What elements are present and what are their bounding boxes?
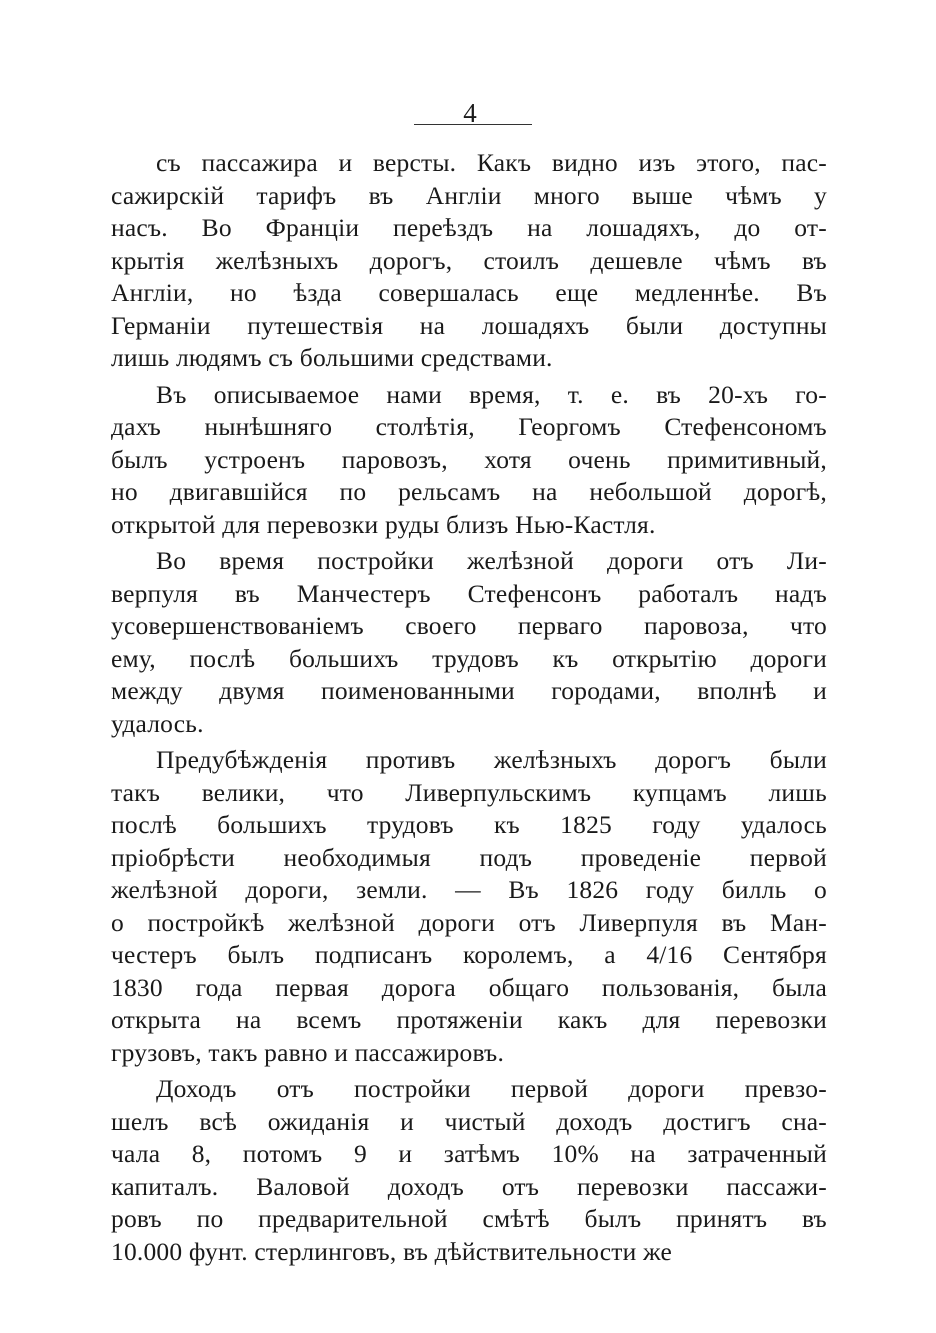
text-line: между двумя поименованными городами, вполнѣ и	[111, 676, 827, 705]
text-line: крытія желѣзныхъ дорогъ, стоилъ дешевле чѣмъ въ	[111, 245, 827, 275]
paragraph	[111, 1073, 827, 1268]
text-line: желѣзной дороги, земли. — Въ 1826 году билль о	[111, 875, 827, 904]
text-line: честеръ былъ подписанъ королемъ, а 4/16 Сентября	[111, 940, 827, 969]
paragraph	[111, 545, 827, 740]
text-line: съ пассажира и версты. Какъ видно изъ этого, пас-	[156, 148, 827, 177]
text-line: усовершенствованіемъ своего перваго паровоза, что	[111, 611, 827, 640]
text-line: но двигавшійся по рельсамъ на небольшой дорогѣ,	[111, 477, 827, 506]
text-line: открыта на всемъ протяженіи какъ для перевозки	[111, 1005, 827, 1034]
text-line: верпуля въ Манчестеръ Стефенсонъ работалъ надъ	[111, 578, 827, 608]
text-line: такъ велики, что Ливерпульскимъ купцамъ лишь	[111, 777, 827, 807]
text-line: открытой для перевозки руды близъ Нью-Кастля.	[111, 509, 656, 539]
text-line: ему, послѣ большихъ трудовъ къ открытію дороги	[111, 643, 827, 673]
text-line: капиталъ. Валовой доходъ отъ перевозки пассажи-	[111, 1171, 827, 1201]
page-number: 4	[463, 98, 477, 128]
text-line: 10.000 фунт. стерлинговъ, въ дѣйствительности же	[111, 1236, 672, 1266]
paragraph	[111, 379, 827, 542]
text-line: чала 8, потомъ 9 и затѣмъ 10% на затраченный	[111, 1139, 827, 1168]
text-line: послѣ большихъ трудовъ къ 1825 году удалось	[111, 810, 827, 839]
text-line: Англіи, но ѣзда совершалась еще медленнѣе. Въ	[111, 278, 827, 307]
text-line: Въ описываемое нами время, т. е. въ 20-хъ го-	[156, 379, 827, 409]
page-number-rule	[414, 124, 532, 125]
text-line: о постройкѣ желѣзной дороги отъ Ливерпуля въ Ман-	[111, 907, 827, 937]
text-line: Предубѣжденія противъ желѣзныхъ дорогъ были	[156, 745, 827, 774]
text-line: ровъ по предварительной смѣтѣ былъ принятъ въ	[111, 1204, 827, 1233]
text-line: Во время постройки желѣзной дороги отъ Ли-	[156, 546, 827, 575]
text-line: шелъ всѣ ожиданія и чистый доходъ достигъ сна-	[111, 1106, 827, 1136]
text-line: Доходъ отъ постройки первой дороги превзо-	[156, 1074, 827, 1103]
text-line: лишь людямъ съ большими средствами.	[111, 343, 553, 372]
text-line: сажирскій тарифъ въ Англіи много выше чѣмъ у	[111, 180, 827, 210]
text-line: дахъ нынѣшняго столѣтія, Георгомъ Стефенсономъ	[111, 412, 827, 441]
text-line: удалось.	[111, 708, 204, 738]
paragraph	[111, 744, 827, 1069]
text-line: грузовъ, такъ равно и пассажировъ.	[111, 1037, 505, 1067]
page-header	[0, 98, 936, 132]
paragraph	[111, 147, 827, 375]
text-line: Германіи путешествія на лошадяхъ были доступны	[111, 310, 827, 340]
text-line: 1830 года первая дорога общаго пользованія, была	[111, 972, 827, 1002]
text-line: насъ. Во Франціи переѣздъ на лошадяхъ, до от-	[111, 213, 827, 242]
body-text	[111, 147, 827, 1272]
text-line: пріобрѣсти необходимыя подъ проведеніе первой	[111, 842, 827, 872]
text-line: былъ устроенъ паровозъ, хотя очень примитивный,	[111, 444, 827, 474]
